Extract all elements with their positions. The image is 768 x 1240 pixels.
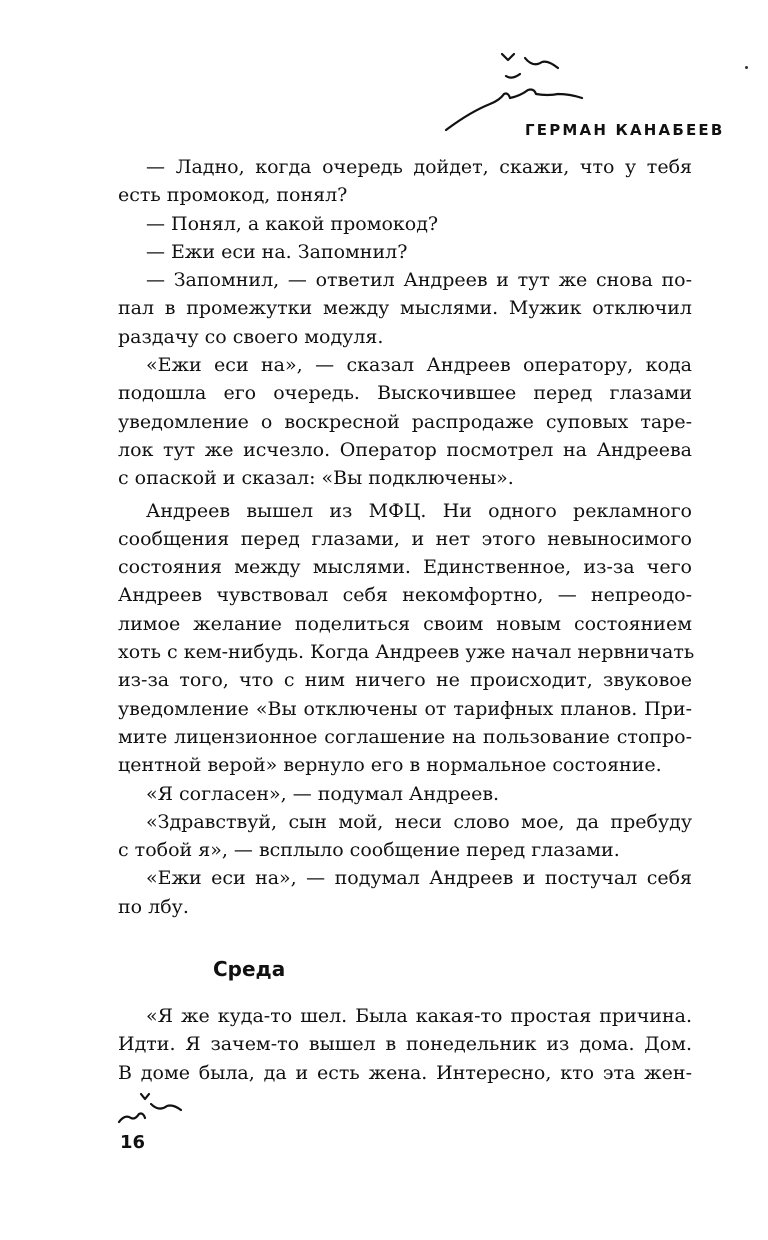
text-line: — Ладно, когда очередь дойдет, скажи, что у тебя — [146, 156, 692, 178]
text-line: по лбу. — [118, 895, 189, 918]
text-line: из-за того, что с ним ничего не происходит, звуковое — [118, 669, 692, 692]
text-line: сообщения перед глазами, и нет этого невыносимого — [118, 527, 692, 550]
text-line: — Запомнил, — ответил Андреев и тут же снова по- — [146, 269, 692, 292]
text-line: есть промокод, понял? — [118, 184, 348, 207]
corner-mark — [745, 66, 748, 69]
text-line: раздачу со своего модуля. — [118, 325, 384, 348]
text-line: Андреев вышел из МФЦ. Ни одного рекламного — [146, 499, 692, 522]
section-heading: Среда — [213, 957, 286, 981]
footer-bird-ornament — [115, 1092, 195, 1126]
text-line: состояния между мыслями. Единственное, из-за чего — [118, 556, 692, 579]
text-line: мите лицензионное соглашение на пользование стопро- — [118, 725, 692, 748]
text-line: В доме была, да и есть жена. Интересно, кто эта жен- — [118, 1061, 692, 1084]
text-line: «Здравствуй, сын мой, неси слово мое, да пребуду — [146, 810, 692, 833]
text-line: хоть с кем-нибудь. Когда Андреев уже начал нервничать — [118, 641, 695, 664]
text-line: «Я же куда-то шел. Была какая-то простая причина. — [146, 1005, 692, 1027]
text-line: — Ежи еси на. Запомнил? — [146, 240, 408, 263]
text-line: уведомление «Вы отключены от тарифных планов. При- — [118, 697, 692, 720]
text-line: Андреев чувствовал себя некомфортно, — непреодо- — [118, 584, 692, 607]
text-line: «Я согласен», — подумал Андреев. — [146, 782, 500, 805]
text-line: с тобой я», — всплыло сообщение перед глазами. — [118, 839, 620, 862]
text-line: лимое желание поделиться своим новым состоянием — [118, 612, 692, 635]
text-line: пал в промежутки между мыслями. Мужик отключил — [118, 297, 692, 320]
text-line: «Ежи еси на», — подумал Андреев и постучал себя — [146, 867, 692, 890]
main-text — [118, 153, 695, 921]
page-number: 16 — [120, 1132, 146, 1153]
text-line: центной верой» вернуло его в нормальное состояние. — [118, 754, 662, 777]
text-line: с опаской и сказал: «Вы подключены». — [118, 467, 514, 490]
text-line: — Понял, а какой промокод? — [146, 212, 439, 235]
running-head-author: ГЕРМАН КАНАБЕЕВ — [525, 121, 725, 139]
text-line: Идти. Я зачем-то вышел в понедельник из дома. Дом. — [118, 1033, 692, 1056]
text-line: уведомление о воскресной распродаже суповых таре- — [118, 410, 692, 433]
section-text — [118, 1002, 692, 1087]
text-line: «Ежи еси на», — сказал Андреев оператору, кода — [146, 354, 692, 377]
text-line: подошла его очередь. Выскочившее перед глазами — [118, 382, 692, 405]
text-line: лок тут же исчезло. Оператор посмотрел на Андреева — [118, 438, 692, 461]
